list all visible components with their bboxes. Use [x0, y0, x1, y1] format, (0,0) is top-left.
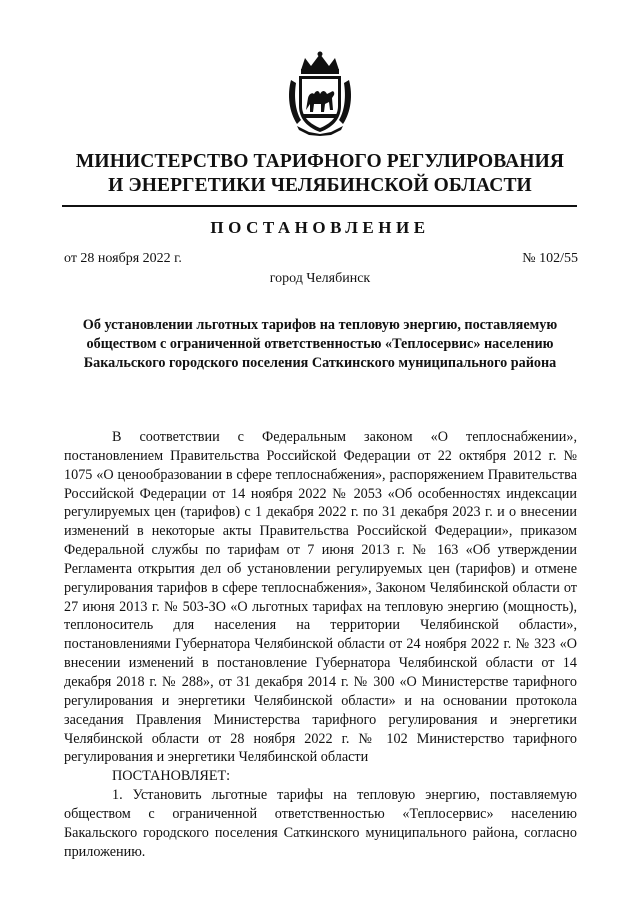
coat-of-arms-icon: [287, 50, 353, 136]
preamble-paragraph: В соответствии с Федеральным законом «О теплоснабжении», постановлением Правительства Российской Федерации от 22 октября 2012 г. № 1075 «О ценообразовании в сфере теплоснабжения», распоряжением Правительства Российской Федерации от 14 ноября 2022 № 2053 «Об особенностях индексации регулируемых цен (тарифов) с 1 декабря 2022 г. по 31 декабря 2023 г. и о внесении изменений в некоторые акты Правительства Российской Федерации», приказом Федеральной службы по тарифам от 7 июня 2013 г. № 163 «Об утверждении Регламента открытия дел об установлении регулируемых цен (тарифов) и отмене регулирования тарифов в сфере теплоснабжения», Законом Челябинской области от 27 июня 2013 г. № 503-ЗО «О льготных тарифах на тепловую энергию (мощность), теплоноситель для населения на территории Челябинской области», постановлениями Губернатора Челябинской области от 24 ноября 2022 г. № 323 «О внесении изменений в постановление Губернатора Челябинской области от 14 декабря 2018 г. № 288», от 31 декабря 2014 г. № 300 «О Министерстве тарифного регулирования и энергетики Челябинской области» и на основании протокола заседания Правления Министерства тарифного регулирования и энергетики Челябинской области от 28 ноября 2022 г. № 102 Министерство тарифного регулирования и энергетики Челябинской области: [64, 429, 577, 766]
document-body: [64, 428, 577, 861]
item-1-paragraph: 1. Установить льготные тарифы на тепловую энергию, поставляемую обществом с ограниченной ответственностью «Теплосервис» населению Бакальского городского поселения Саткинского муниципального района, согласно приложению.: [64, 787, 577, 860]
document-date: от 28 ноября 2022 г.: [64, 251, 182, 266]
document-type: ПОСТАНОВЛЕНИЕ: [210, 218, 430, 237]
document-city: город Челябинск: [269, 271, 371, 286]
header-divider: [62, 205, 577, 207]
document-subject: Об установлении льготных тарифов на тепловую энергию, поставляемую обществом с ограниченной ответственностью «Теплосервис» населению Бакальского городского поселения Саткинского муниципального района: [82, 317, 558, 371]
ministry-title-line1: МИНИСТЕРСТВО ТАРИФНОГО РЕГУЛИРОВАНИЯ: [75, 151, 565, 172]
ministry-title-line2: И ЭНЕРГЕТИКИ ЧЕЛЯБИНСКОЙ ОБЛАСТИ: [108, 175, 532, 196]
ministry-title: [0, 150, 640, 198]
document-number: № 102/55: [522, 251, 578, 266]
resolves-heading: ПОСТАНОВЛЯЕТ:: [112, 768, 231, 785]
